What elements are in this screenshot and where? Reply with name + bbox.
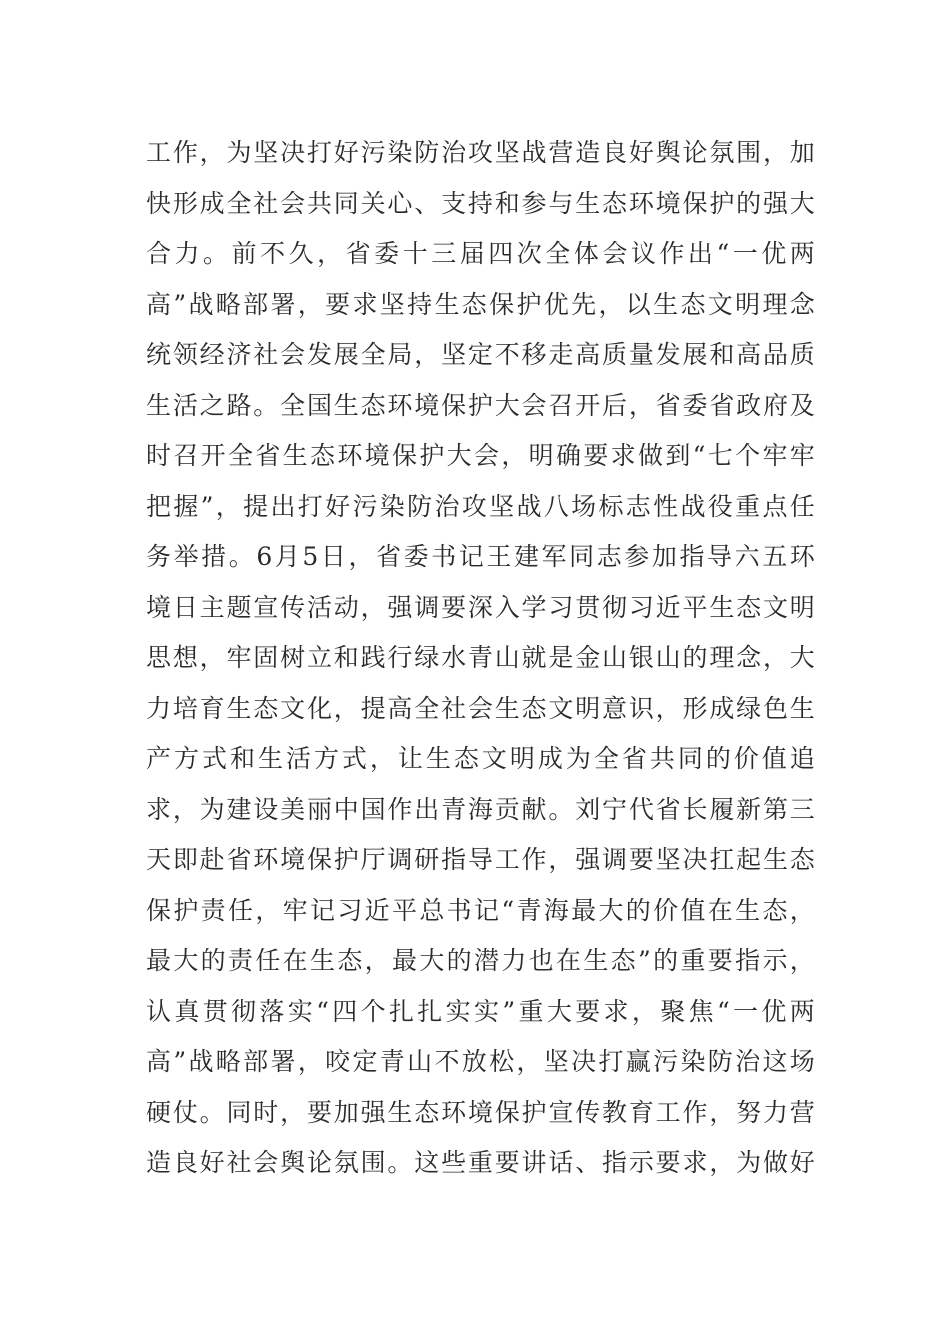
text-line: 统领经济社会发展全局，坚定不移走高质量发展和高品质	[146, 340, 816, 369]
text-line: 境日主题宣传活动，强调要深入学习贯彻习近平生态文明	[146, 592, 816, 622]
text-line: 合力。前不久，省委十三届四次全体会议作出“一优两	[146, 239, 816, 268]
text-line: 快形成全社会共同关心、支持和参与生态环境保护的强大	[146, 188, 816, 218]
text-line: 时召开全省生态环境保护大会，明确要求做到“七个牢牢	[146, 441, 816, 470]
text-line: 产方式和生活方式，让生态文明成为全省共同的价值追	[146, 744, 816, 773]
text-line: 求，为建设美丽中国作出青海贡献。刘宁代省长履新第三	[146, 794, 816, 824]
body-text	[146, 128, 816, 1189]
text-line: 高”战略部署，咬定青山不放松，坚决打赢污染防治这场	[146, 1047, 816, 1076]
text-line: 造良好社会舆论氛围。这些重要讲话、指示要求，为做好	[146, 1148, 816, 1177]
text-line: 力培育生态文化，提高全社会生态文明意识，形成绿色生	[146, 693, 816, 723]
text-line: 把握”，提出打好污染防治攻坚战八场标志性战役重点任	[146, 491, 816, 521]
text-line: 生活之路。全国生态环境保护大会召开后，省委省政府及	[146, 390, 816, 420]
text-line: 天即赴省环境保护厅调研指导工作，强调要坚决扛起生态	[146, 845, 816, 874]
text-line: 思想，牢固树立和践行绿水青山就是金山银山的理念，大	[146, 643, 816, 672]
text-line: 硬仗。同时，要加强生态环境保护宣传教育工作，努力营	[146, 1097, 816, 1127]
text-line: 工作，为坚决打好污染防治攻坚战营造良好舆论氛围，加	[146, 138, 816, 167]
text-line: 最大的责任在生态，最大的潜力也在生态”的重要指示，	[146, 946, 816, 975]
text-line: 务举措。6月5日，省委书记王建军同志参加指导六五环	[146, 542, 816, 571]
text-line: 高”战略部署，要求坚持生态保护优先，以生态文明理念	[146, 289, 816, 319]
text-line: 保护责任，牢记习近平总书记“青海最大的价值在生态，	[146, 895, 816, 925]
text-line: 认真贯彻落实“四个扎扎实实”重大要求，聚焦“一优两	[146, 996, 816, 1026]
